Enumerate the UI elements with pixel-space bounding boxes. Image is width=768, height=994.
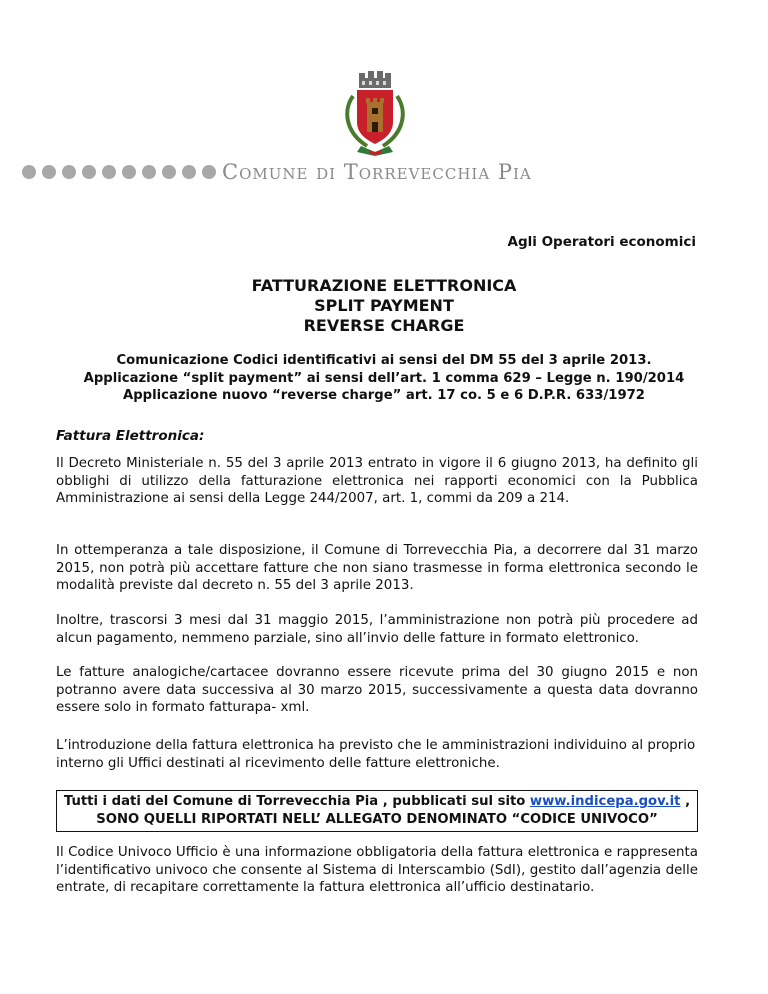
dot-icon [102, 165, 116, 179]
letterhead [22, 160, 532, 184]
notice-text: Tutti i dati del Comune di Torrevecchia Pia , pubblicati sul sito [63, 794, 530, 809]
dot-icon [82, 165, 96, 179]
notice-text-end: , [680, 794, 691, 809]
paragraph: Il Codice Univoco Ufficio è una informazione obbligatoria della fattura elettronica e rappresenta l’identificativo univoco che consente al Sistema di Interscambio (SdI), gestito dall’agenzia delle entrate, di recapitare correttamente la fattura elettronica all’ufficio destinatario. [56, 845, 698, 895]
recipient-line: Agli Operatori economici [507, 234, 696, 250]
notice-box [56, 790, 698, 832]
subtitle-line: Comunicazione Codici identificativi ai sensi del DM 55 del 3 aprile 2013. [116, 353, 652, 368]
title-line: FATTURAZIONE ELETTRONICA [251, 276, 517, 295]
subtitle-line: Applicazione nuovo “reverse charge” art. 17 co. 5 e 6 D.P.R. 633/1972 [123, 388, 645, 403]
dot-icon [182, 165, 196, 179]
notice-line-1 [57, 793, 697, 811]
paragraph: Il Decreto Ministeriale n. 55 del 3 aprile 2013 entrato in vigore il 6 giugno 2013, ha definito gli obblighi di utilizzo della fatturazione elettronica nei rapporti economici con la Pubblica Amministrazione ai sensi della Legge 244/2007, art. 1, commi da 209 a 214. [56, 456, 698, 506]
document-titles [0, 276, 768, 336]
paragraph: L’introduzione della fattura elettronica ha previsto che le amministrazioni individuino al proprio interno gli Uffici destinati al ricevimento delle fatture elettroniche. [56, 738, 696, 771]
paragraph: Inoltre, trascorsi 3 mesi dal 31 maggio 2015, l’amministrazione non potrà più procedere ad alcun pagamento, nemmeno parziale, sino all’invio delle fatture in formato elettronico. [56, 613, 698, 646]
notice-line-2: SONO QUELLI RIPORTATI NELL’ ALLEGATO DENOMINATO “CODICE UNIVOCO” [96, 811, 658, 827]
dot-icon [62, 165, 76, 179]
municipality-name: Comune di Torrevecchia Pia [222, 160, 532, 184]
dot-icon [202, 165, 216, 179]
decorative-dots [22, 165, 216, 179]
section-title: Fattura Elettronica: [56, 428, 205, 444]
dot-icon [162, 165, 176, 179]
title-line: SPLIT PAYMENT [314, 296, 454, 315]
title-line: REVERSE CHARGE [303, 316, 465, 335]
indicepa-link[interactable]: www.indicepa.gov.it [529, 794, 681, 809]
paragraph: Le fatture analogiche/cartacee dovranno essere ricevute prima del 30 giugno 2015 e non potranno avere data successiva al 30 marzo 2015, successivamente a questa data dovranno essere solo in formato fatturapa- xml. [56, 665, 698, 715]
dot-icon [42, 165, 56, 179]
dot-icon [122, 165, 136, 179]
document-subtitles [50, 352, 718, 405]
dot-icon [22, 165, 36, 179]
municipal-crest-icon [341, 70, 409, 156]
paragraph: In ottemperanza a tale disposizione, il Comune di Torrevecchia Pia, a decorrere dal 31 marzo 2015, non potrà più accettare fatture che non siano trasmesse in forma elettronica secondo le modalità previste dal decreto n. 55 del 3 aprile 2013. [56, 543, 698, 593]
dot-icon [142, 165, 156, 179]
subtitle-line: Applicazione “split payment” ai sensi dell’art. 1 comma 629 – Legge n. 190/2014 [83, 370, 685, 386]
